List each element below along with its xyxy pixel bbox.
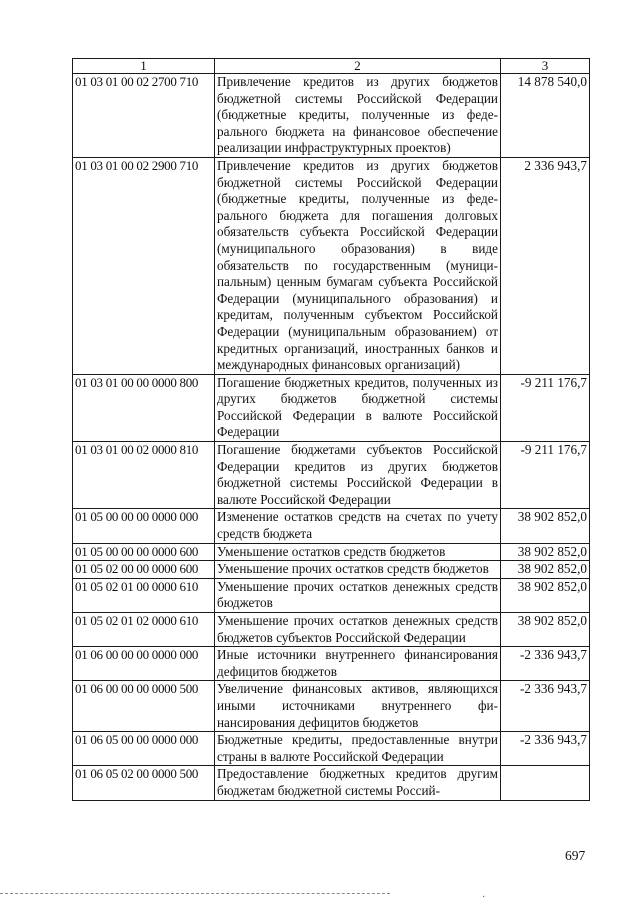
table-row — [73, 578, 590, 612]
budget-code-cell: 01 06 05 02 00 0000 500 — [73, 766, 215, 800]
table-header-row — [73, 59, 590, 74]
amount-cell: 38 902 852,0 — [501, 578, 590, 612]
table-row — [73, 509, 590, 543]
amount-cell: 38 902 852,0 — [501, 613, 590, 647]
table-row — [73, 681, 590, 732]
budget-code-cell: 01 05 00 00 00 0000 600 — [73, 543, 215, 561]
item-name-cell: Бюджетные кредиты, предоставленные внутри страны в валюте Российской Федерации — [215, 732, 501, 766]
budget-code-cell: 01 06 00 00 00 0000 000 — [73, 647, 215, 681]
table-row — [73, 74, 590, 158]
item-name-cell: Уменьшение остатков средств бюджетов — [215, 543, 501, 561]
budget-code-cell: 01 05 00 00 00 0000 000 — [73, 509, 215, 543]
table-row — [73, 157, 590, 374]
item-name-cell: Привлечение кредитов из других бюджетов бюджетной системы Российской Федерации (бюджетные кредиты, полученные из федерального бюджета для погашения долговых обязательств субъекта Российской Федерации (муниципального образования) в виде обязательств по государственным (муниципальным) ценным бумагам субъекта Российской Федерации (муниципального образования) и кредитам, полученным субъектом Российской Федерации (муниципальным образованием) от кредитных организаций, иностранных банков и международных финансовых организаций) — [215, 157, 501, 374]
amount-cell: 14 878 540,0 — [501, 74, 590, 158]
budget-code-cell: 01 05 02 01 00 0000 610 — [73, 578, 215, 612]
budget-code-cell: 01 06 05 00 00 0000 000 — [73, 732, 215, 766]
budget-code-cell: 01 05 02 01 02 0000 610 — [73, 613, 215, 647]
budget-sources-table — [72, 58, 590, 801]
amount-cell: -2 336 943,7 — [501, 647, 590, 681]
table-row — [73, 732, 590, 766]
column-header-1: 1 — [73, 59, 215, 74]
amount-cell: -9 211 176,7 — [501, 374, 590, 441]
item-name-cell: Уменьшение прочих остатков денежных средств бюджетов субъектов Российской Федерации — [215, 613, 501, 647]
table-row — [73, 442, 590, 509]
item-name-cell: Погашение бюджетных кредитов, полученных из других бюджетов бюджетной системы Российской Федерации в валюте Российской Федерации — [215, 374, 501, 441]
table-row — [73, 543, 590, 561]
budget-code-cell: 01 03 01 00 02 0000 810 — [73, 442, 215, 509]
item-name-cell: Увеличение финансовых активов, являющихся иными источниками внутреннего финансирования дефицитов бюджетов — [215, 681, 501, 732]
amount-cell: -2 336 943,7 — [501, 732, 590, 766]
amount-cell: -9 211 176,7 — [501, 442, 590, 509]
budget-code-cell: 01 06 00 00 00 0000 500 — [73, 681, 215, 732]
amount-cell: 38 902 852,0 — [501, 561, 590, 579]
amount-cell: -2 336 943,7 — [501, 681, 590, 732]
budget-code-cell: 01 05 02 00 00 0000 600 — [73, 561, 215, 579]
column-header-3: 3 — [501, 59, 590, 74]
column-header-2: 2 — [215, 59, 501, 74]
scan-speck-mark: · — [482, 892, 486, 903]
budget-code-cell: 01 03 01 00 02 2700 710 — [73, 74, 215, 158]
amount-cell: 38 902 852,0 — [501, 509, 590, 543]
table-row — [73, 613, 590, 647]
item-name-cell: Изменение остатков средств на счетах по учету средств бюджета — [215, 509, 501, 543]
item-name-cell: Предоставление бюджетных кредитов другим бюджетам бюджетной системы Россий- — [215, 766, 501, 800]
item-name-cell: Погашение бюджетами субъектов Российской Федерации кредитов из других бюджетов бюджетной системы Российской Федерации в валюте Российской Федерации — [215, 442, 501, 509]
table-row — [73, 561, 590, 579]
page-number: 697 — [565, 848, 586, 863]
table-row — [73, 766, 590, 800]
item-name-cell: Уменьшение прочих остатков средств бюджетов — [215, 561, 501, 579]
amount-cell: 38 902 852,0 — [501, 543, 590, 561]
budget-code-cell: 01 03 01 00 02 2900 710 — [73, 157, 215, 374]
item-name-cell: Привлечение кредитов из других бюджетов бюджетной системы Российской Федерации (бюджетные кредиты, полученные из федерального бюджета на финансовое обеспечение реализации инфраструктурных проектов) — [215, 74, 501, 158]
table-row — [73, 374, 590, 441]
budget-code-cell: 01 03 01 00 00 0000 800 — [73, 374, 215, 441]
amount-cell: 2 336 943,7 — [501, 157, 590, 374]
item-name-cell: Иные источники внутреннего финансирования дефицитов бюджетов — [215, 647, 501, 681]
amount-cell — [501, 766, 590, 800]
footer-dashed-rule — [0, 893, 390, 894]
table-row — [73, 647, 590, 681]
item-name-cell: Уменьшение прочих остатков денежных средств бюджетов — [215, 578, 501, 612]
